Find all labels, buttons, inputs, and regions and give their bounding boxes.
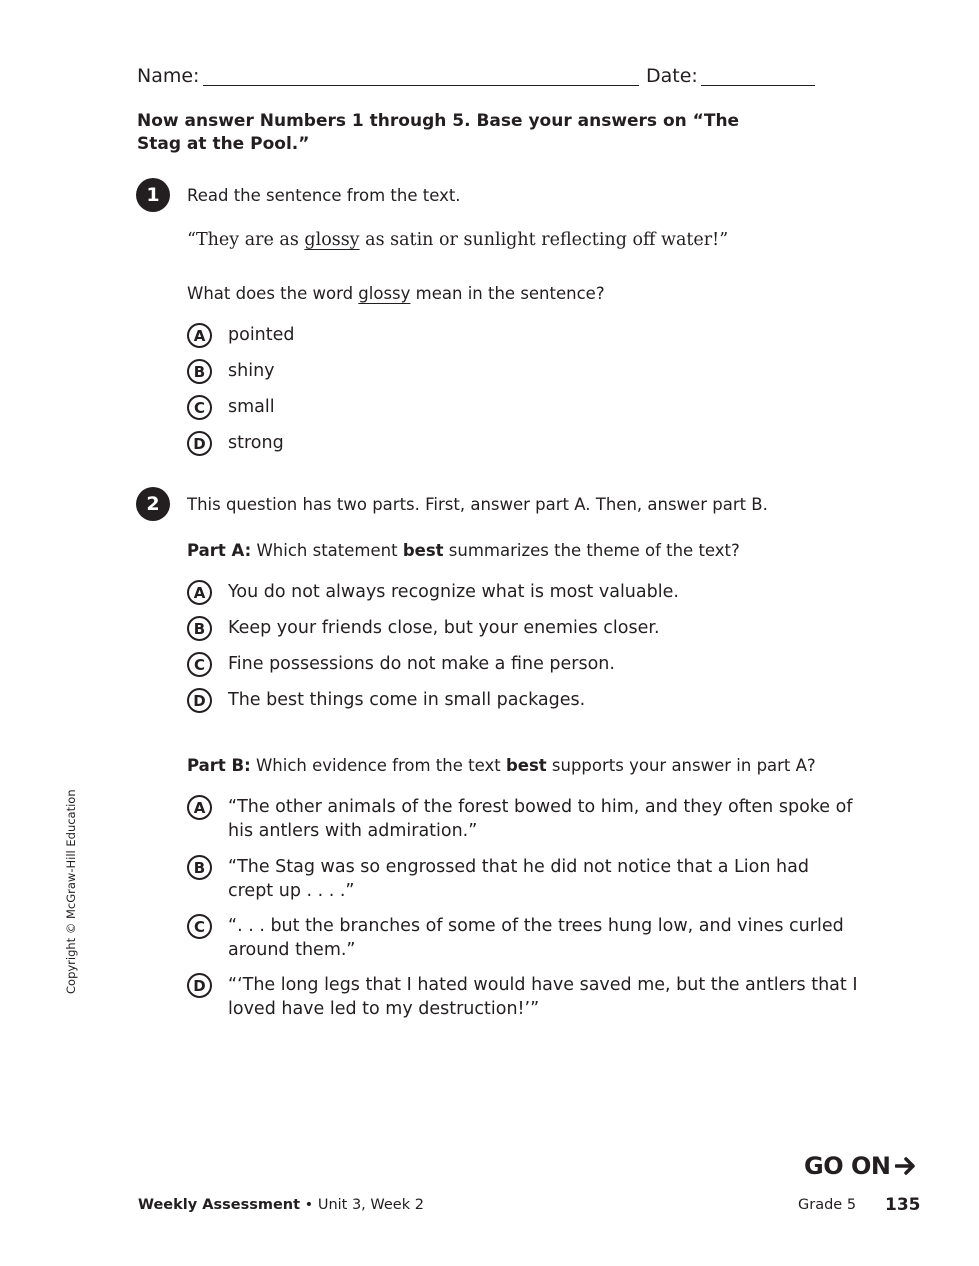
option-text: shiny (228, 361, 275, 381)
page-number: 135 (885, 1195, 921, 1215)
go-on-label: GO ON (804, 1152, 891, 1180)
date-label: Date: (646, 65, 698, 87)
option-text-line: around them.” (228, 940, 356, 960)
q1-question-word: glossy (358, 284, 411, 303)
answer-bubble-c[interactable]: C (187, 395, 212, 420)
footer-grade: Grade 5 (798, 1197, 857, 1213)
option-text-line: “The Stag was so engrossed that he did not notice that a Lion had (228, 857, 809, 877)
option-text (228, 973, 858, 1021)
name-label: Name: (137, 65, 200, 87)
option-text-line: crept up . . . .” (228, 881, 355, 901)
option-text (228, 914, 844, 962)
q1-quote-after: as satin or sunlight reflecting off water!” (359, 230, 729, 250)
go-on-indicator (804, 1152, 917, 1180)
q1-quote-word: glossy (304, 230, 360, 250)
q2-part-a-question (187, 541, 740, 560)
question-number-2: 2 (136, 487, 170, 521)
answer-bubble-c[interactable]: C (187, 652, 212, 677)
option-text (228, 855, 809, 903)
q1-option-d[interactable] (187, 431, 284, 456)
q2b-option-c[interactable] (187, 914, 844, 962)
part-b-question-before: Which evidence from the text (250, 756, 506, 775)
q2a-option-d[interactable] (187, 688, 585, 713)
option-text: The best things come in small packages. (228, 690, 586, 710)
q1-option-b[interactable] (187, 359, 275, 384)
answer-bubble-d[interactable]: D (187, 688, 212, 713)
option-text-line: “The other animals of the forest bowed to him, and they often spoke of (228, 797, 853, 817)
footer-unit: Unit 3, Week 2 (317, 1197, 424, 1213)
answer-bubble-d[interactable]: D (187, 973, 212, 998)
q2a-option-a[interactable] (187, 580, 679, 605)
q1-question (187, 284, 605, 303)
footer-separator: • (300, 1197, 318, 1213)
answer-bubble-a[interactable]: A (187, 323, 212, 348)
name-blank[interactable] (203, 85, 639, 86)
option-text-line: “‘The long legs that I hated would have saved me, but the antlers that I (228, 975, 858, 995)
q1-question-after: mean in the sentence? (410, 284, 605, 303)
part-b-question-bold: best (505, 756, 547, 775)
option-text: Keep your friends close, but your enemies closer. (228, 618, 660, 638)
date-blank[interactable] (701, 85, 815, 86)
option-text-line: loved have led to my destruction!’” (228, 999, 540, 1019)
option-text: small (228, 397, 275, 417)
copyright-notice: Copyright © McGraw-Hill Education (64, 789, 78, 994)
part-b-question-after: supports your answer in part A? (546, 756, 816, 775)
part-b-label: Part B: (187, 756, 251, 775)
q1-question-before: What does the word (187, 284, 359, 303)
option-text (228, 795, 852, 843)
q1-option-a[interactable] (187, 323, 295, 348)
option-text-line: “. . . but the branches of some of the trees hung low, and vines curled (228, 916, 844, 936)
q1-quote (187, 230, 728, 250)
option-text: strong (228, 433, 284, 453)
option-text: pointed (228, 325, 295, 345)
answer-bubble-c[interactable]: C (187, 914, 212, 939)
option-text-line: his antlers with admiration.” (228, 821, 478, 841)
footer-series: Weekly Assessment (138, 1197, 301, 1213)
answer-bubble-d[interactable]: D (187, 431, 212, 456)
q2-part-b-question (187, 756, 816, 775)
q1-intro: Read the sentence from the text. (187, 186, 461, 205)
q2b-option-d[interactable] (187, 973, 858, 1021)
footer-left (138, 1197, 424, 1213)
part-a-question-bold: best (402, 541, 444, 560)
answer-bubble-b[interactable]: B (187, 855, 212, 880)
option-text: You do not always recognize what is most valuable. (228, 582, 679, 602)
arrow-right-icon (895, 1156, 917, 1176)
q2b-option-a[interactable] (187, 795, 852, 843)
q1-option-c[interactable] (187, 395, 275, 420)
q1-quote-before: “They are as (187, 230, 305, 250)
question-number-1: 1 (136, 178, 170, 212)
q2a-option-c[interactable] (187, 652, 615, 677)
q2a-option-b[interactable] (187, 616, 660, 641)
option-text: Fine possessions do not make a fine person. (228, 654, 615, 674)
answer-bubble-b[interactable]: B (187, 359, 212, 384)
q2b-option-b[interactable] (187, 855, 809, 903)
answer-bubble-b[interactable]: B (187, 616, 212, 641)
part-a-label: Part A: (187, 541, 252, 560)
part-a-question-before: Which statement (251, 541, 403, 560)
answer-bubble-a[interactable]: A (187, 580, 212, 605)
part-a-question-after: summarizes the theme of the text? (443, 541, 740, 560)
answer-bubble-a[interactable]: A (187, 795, 212, 820)
directions: Now answer Numbers 1 through 5. Base your answers on “The Stag at the Pool.” (137, 111, 740, 154)
q2-intro: This question has two parts. First, answer part A. Then, answer part B. (187, 495, 768, 514)
